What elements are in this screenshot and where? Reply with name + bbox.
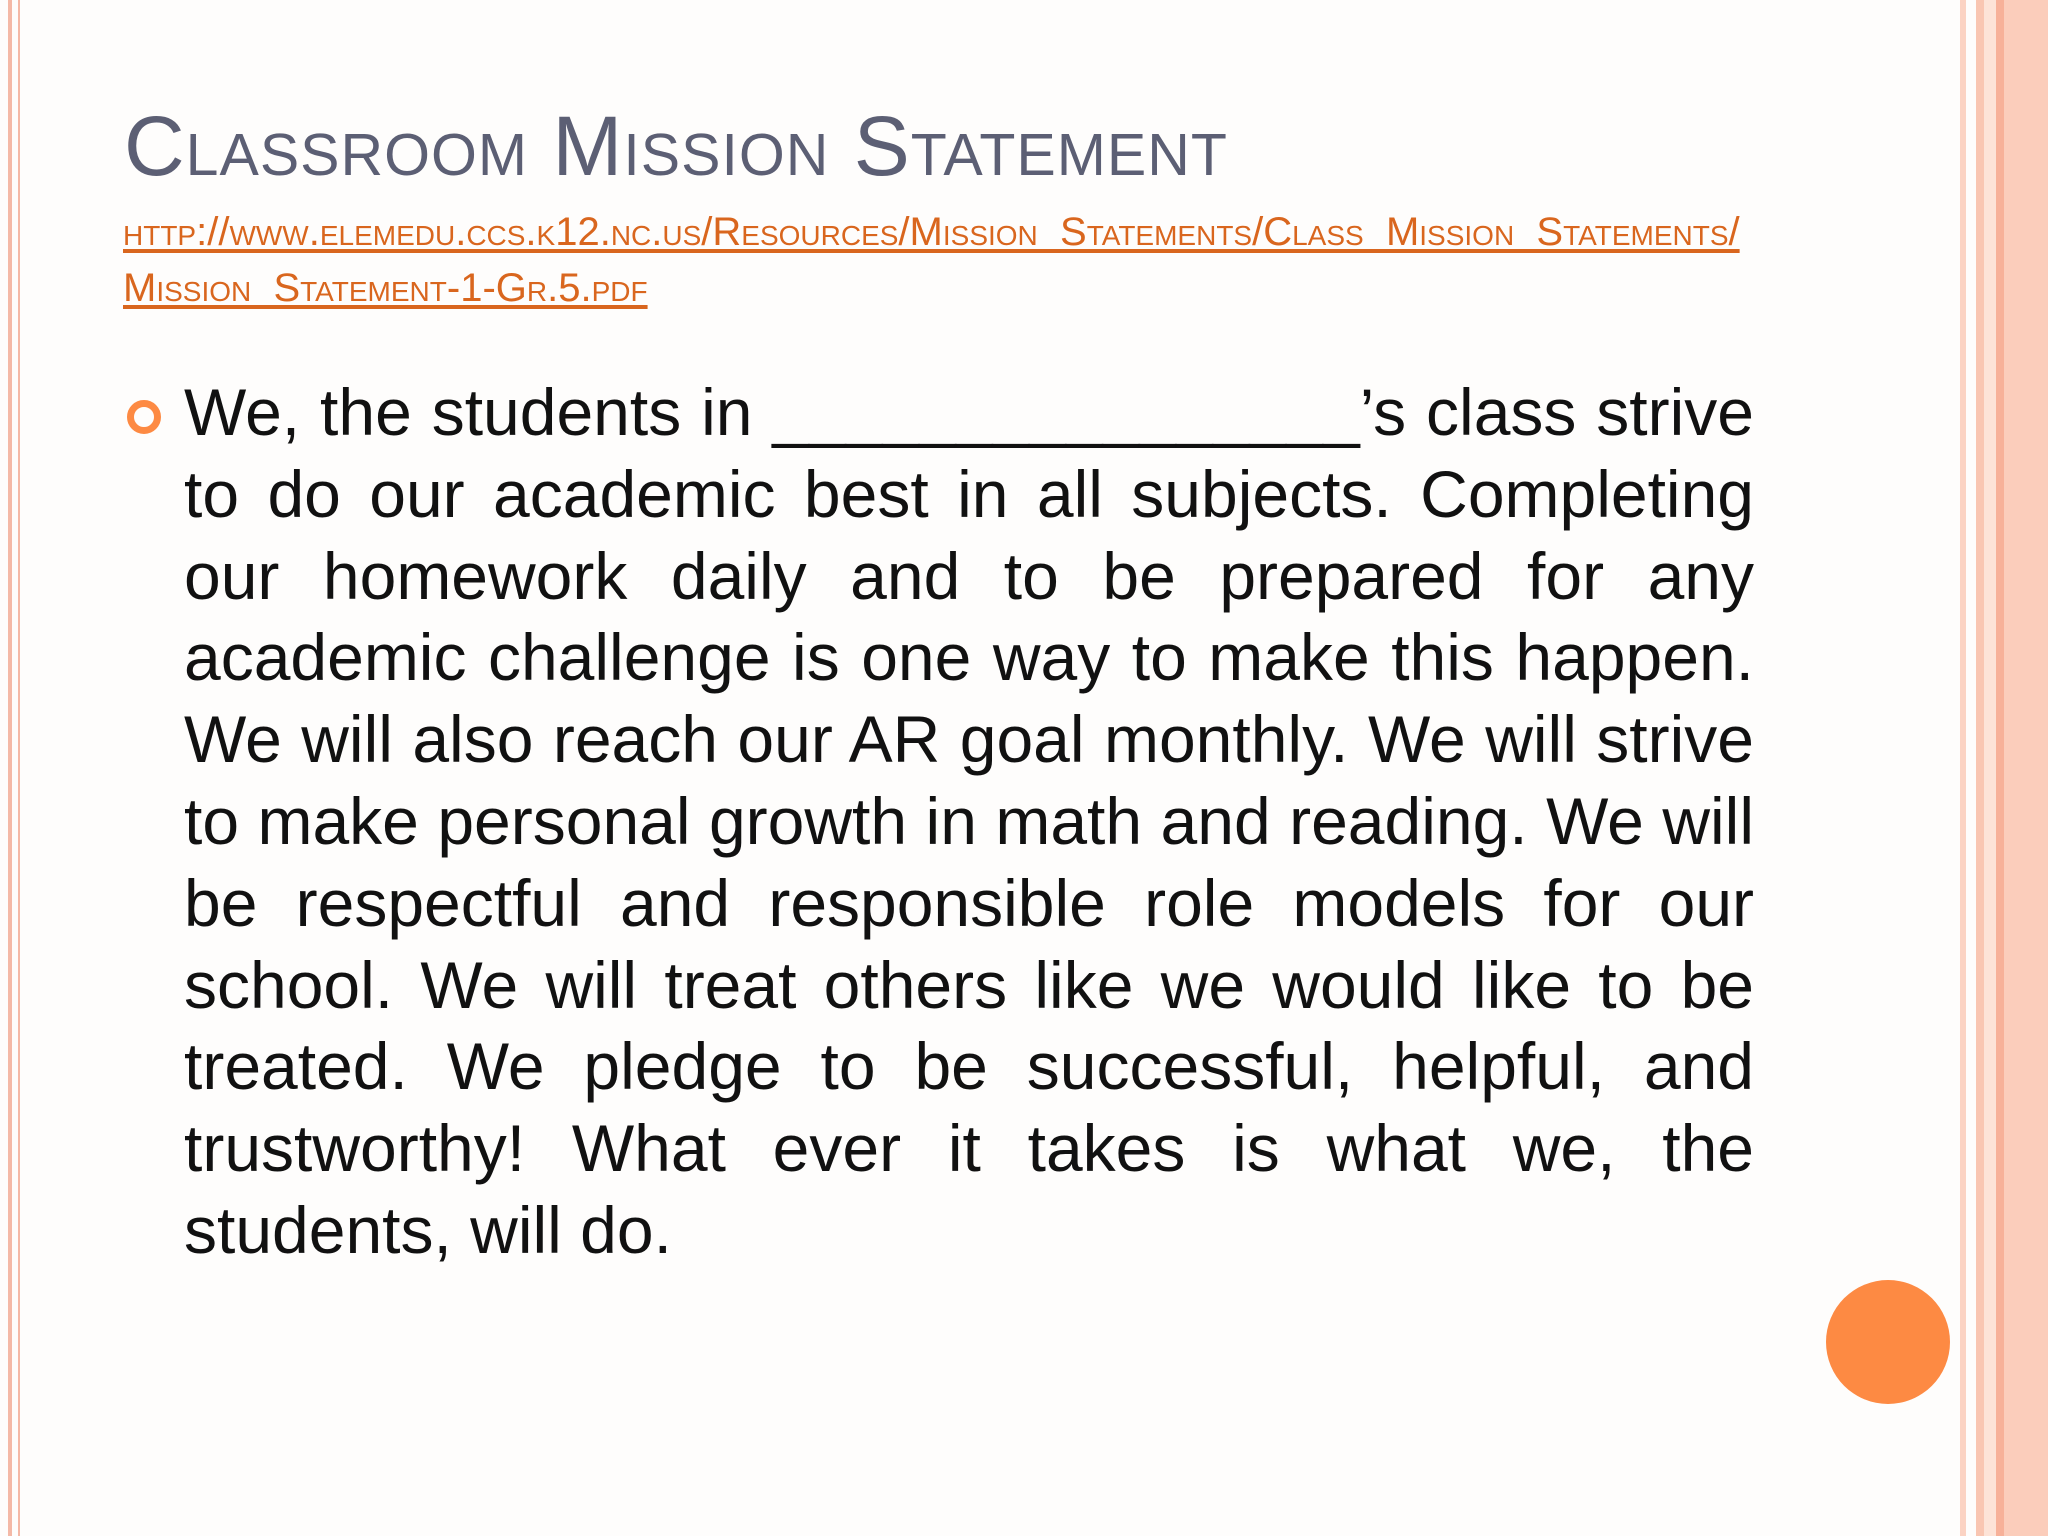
right-border-stripe [1996,0,2004,1536]
right-border-stripe [1976,0,1984,1536]
circle-bullet-icon [127,400,161,434]
right-border-stripe [2004,0,2048,1536]
mission-statement-text: We, the students in ________________’s class strive to do our academic best in all subjects. Completing our homework daily and to be prepared for any academic challenge is one way to make this happen. We will also reach our AR goal monthly. We will strive to make personal growth in math and reading. We will be respectful and responsible role models for our school. We will treat others like we would like to be treated. We pledge to be successful, helpful, and trustworthy! What ever it takes is what we, the students, will do. [184,375,1754,1267]
left-border-line-thin [18,0,20,1536]
left-border-line [8,0,12,1536]
right-border-stripe [1984,0,1996,1536]
orange-circle-decoration-icon [1826,1280,1950,1404]
source-link[interactable]: http://www.elemedu.ccs.k12.nc.us/Resources/Mission_Statements/Class_Mission_Statements/Mission_Statement-1-Gr.5.pdf [123,210,1740,310]
right-border-stripe [1966,0,1976,1536]
slide-title: Classroom Mission Statement [124,99,1228,193]
